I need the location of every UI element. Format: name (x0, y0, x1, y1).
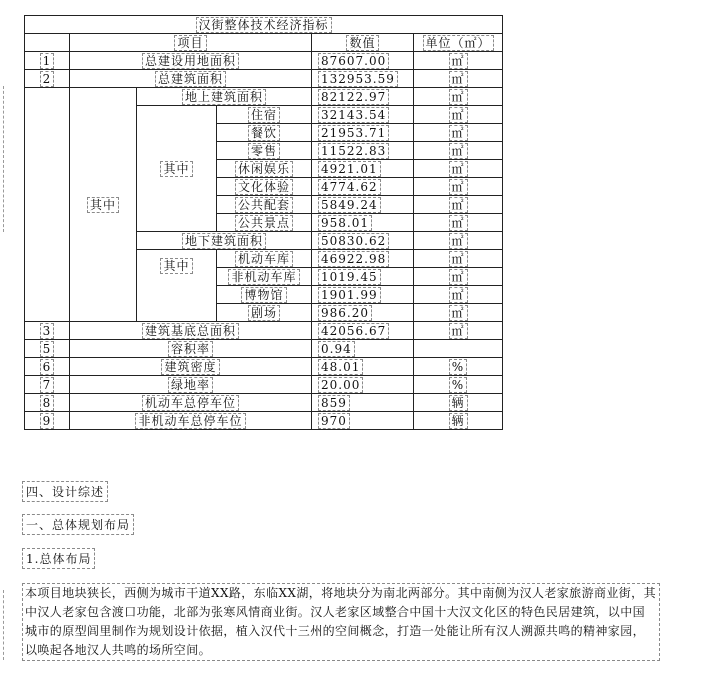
table-row: 公共景点 958.01 ㎡ (25, 214, 503, 232)
body-paragraph: 本项目地块狭长，西侧为城市干道XX路，东临XX湖，将地块分为南北两部分。其中南侧为汉人老家旅游商业街，其中汉人老家包含渡口功能，北部为张寒风情商业街。汉人老家区域整合中国十大汉文化区的特色民居建筑，以中国城市的原型闾里制作为规划设计依据，植入汉代十三州的空间概念，打造一处能让所有汉人溯源共鸣的精神家园，以唤起各地汉人共鸣的场所空间。 (22, 583, 660, 661)
table-row: 剧场 986.20 ㎡ (25, 304, 503, 322)
table-row: 3 建筑基底总面积 42056.67 ㎡ (25, 322, 503, 340)
table-row: 零售 11522.83 ㎡ (25, 142, 503, 160)
table-row: 餐饮 21953.71 ㎡ (25, 124, 503, 142)
sub-group-label: 其中 (160, 258, 192, 274)
table-row: 6 建筑密度 48.01 % (25, 358, 503, 376)
table-row: 9 非机动车总停车位 970 辆 (25, 412, 503, 430)
margin-marker (0, 590, 4, 660)
header-value: 数值 (346, 35, 378, 51)
section-heading-design-summary: 四、设计综述 (22, 481, 108, 502)
table-row: 文化体验 4774.62 ㎡ (25, 178, 503, 196)
margin-marker (0, 86, 4, 232)
table-row: 5 容积率 0.94 (25, 340, 503, 358)
table-row: 非机动车库 1019.45 ㎡ (25, 268, 503, 286)
header-unit: 单位（㎡） (423, 35, 494, 51)
table-title-row (25, 16, 503, 34)
table-row: 博物馆 1901.99 ㎡ (25, 286, 503, 304)
table-title: 汉街整体技术经济指标 (196, 17, 332, 33)
section-heading-master-plan: 一、总体规划布局 (22, 514, 134, 535)
table-row: 7 绿地率 20.00 % (25, 376, 503, 394)
table-row: 公共配套 5849.24 ㎡ (25, 196, 503, 214)
group-label: 其中 (87, 197, 119, 213)
sub-group-label: 其中 (160, 161, 192, 177)
table-row: 休闲娱乐 4921.01 ㎡ (25, 160, 503, 178)
table-row: 其中 地上建筑面积 82122.97 ㎡ (25, 88, 503, 106)
section-heading-overall-layout: 1.总体布局 (22, 548, 95, 569)
header-item: 项目 (174, 35, 206, 51)
table-row: 其中 住宿 32143.54 ㎡ (25, 106, 503, 124)
table-row: 1 总建设用地面积 87607.00 ㎡ (25, 52, 503, 70)
table-row: 2 总建筑面积 132953.59 ㎡ (25, 70, 503, 88)
table-row: 地下建筑面积 50830.62 ㎡ (25, 232, 503, 250)
table-header-row (25, 34, 503, 52)
table-row: 其中 机动车库 46922.98 ㎡ (25, 250, 503, 268)
tech-econ-table (24, 15, 503, 430)
table-row: 8 机动车总停车位 859 辆 (25, 394, 503, 412)
